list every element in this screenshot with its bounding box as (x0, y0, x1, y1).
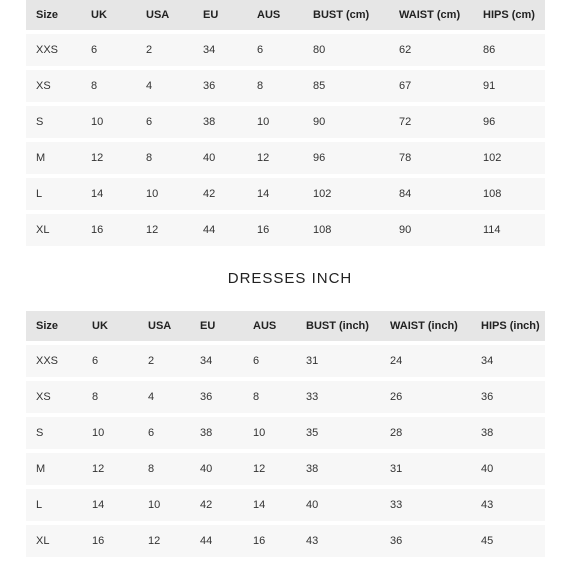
cell-aus: 6 (247, 34, 303, 66)
cell-hips: 96 (473, 106, 545, 138)
header-uk: UK (81, 0, 136, 30)
table-row (26, 34, 545, 66)
cell-hips: 40 (471, 453, 545, 485)
cell-waist: 84 (389, 178, 473, 210)
header-aus: AUS (247, 0, 303, 30)
table-row (26, 453, 545, 485)
cell-uk: 8 (81, 70, 136, 102)
cell-waist: 90 (389, 214, 473, 246)
cell-eu: 34 (193, 34, 247, 66)
cell-bust: 38 (296, 453, 380, 485)
cell-size: M (26, 453, 82, 485)
cell-usa: 4 (136, 70, 193, 102)
cell-hips: 45 (471, 525, 545, 557)
cell-bust: 33 (296, 381, 380, 413)
cell-hips: 102 (473, 142, 545, 174)
header-usa: USA (136, 0, 193, 30)
cell-usa: 8 (136, 142, 193, 174)
cell-aus: 10 (247, 106, 303, 138)
cell-eu: 40 (193, 142, 247, 174)
table-row (26, 381, 545, 413)
cell-eu: 42 (193, 178, 247, 210)
size-table-inch (26, 307, 545, 561)
cell-uk: 6 (81, 34, 136, 66)
cell-uk: 12 (81, 142, 136, 174)
header-bust: BUST (inch) (296, 311, 380, 341)
cell-aus: 16 (247, 214, 303, 246)
cell-bust: 102 (303, 178, 389, 210)
cell-waist: 67 (389, 70, 473, 102)
cell-aus: 16 (243, 525, 296, 557)
cell-usa: 2 (136, 34, 193, 66)
header-size: Size (26, 311, 82, 341)
cell-aus: 12 (243, 453, 296, 485)
cell-waist: 26 (380, 381, 471, 413)
cell-size: XL (26, 214, 81, 246)
cell-eu: 40 (190, 453, 243, 485)
cell-eu: 34 (190, 345, 243, 377)
cell-uk: 10 (81, 106, 136, 138)
header-hips: HIPS (cm) (473, 0, 545, 30)
cell-bust: 108 (303, 214, 389, 246)
section-title-dresses-inch: DRESSES INCH (227, 270, 353, 287)
header-waist: WAIST (inch) (380, 311, 471, 341)
table-row (26, 106, 545, 138)
cell-size: S (26, 417, 82, 449)
cell-eu: 44 (193, 214, 247, 246)
cell-hips: 108 (473, 178, 545, 210)
cell-usa: 12 (136, 214, 193, 246)
cell-uk: 12 (82, 453, 138, 485)
cell-uk: 14 (81, 178, 136, 210)
cell-aus: 10 (243, 417, 296, 449)
cell-hips: 34 (471, 345, 545, 377)
cell-size: M (26, 142, 81, 174)
cell-eu: 36 (190, 381, 243, 413)
table-header-row (26, 311, 545, 341)
header-eu: EU (190, 311, 243, 341)
cell-bust: 43 (296, 525, 380, 557)
cell-waist: 78 (389, 142, 473, 174)
cell-usa: 8 (138, 453, 190, 485)
cell-usa: 10 (136, 178, 193, 210)
header-uk: UK (82, 311, 138, 341)
cell-size: L (26, 178, 81, 210)
header-aus: AUS (243, 311, 296, 341)
cell-uk: 14 (82, 489, 138, 521)
header-hips: HIPS (inch) (471, 311, 545, 341)
cell-hips: 86 (473, 34, 545, 66)
cell-size: XXS (26, 345, 82, 377)
cell-uk: 8 (82, 381, 138, 413)
table-row (26, 417, 545, 449)
cell-aus: 12 (247, 142, 303, 174)
table-row (26, 345, 545, 377)
cell-size: S (26, 106, 81, 138)
header-usa: USA (138, 311, 190, 341)
cell-waist: 31 (380, 453, 471, 485)
table-row (26, 489, 545, 521)
cell-size: XS (26, 381, 82, 413)
header-bust: BUST (cm) (303, 0, 389, 30)
cell-eu: 42 (190, 489, 243, 521)
cell-usa: 2 (138, 345, 190, 377)
cell-waist: 72 (389, 106, 473, 138)
cell-waist: 28 (380, 417, 471, 449)
cell-size: XL (26, 525, 82, 557)
table-header-row (26, 0, 545, 30)
cell-bust: 96 (303, 142, 389, 174)
cell-usa: 6 (136, 106, 193, 138)
table-row (26, 142, 545, 174)
header-size: Size (26, 0, 81, 30)
cell-bust: 90 (303, 106, 389, 138)
cell-uk: 6 (82, 345, 138, 377)
cell-aus: 14 (247, 178, 303, 210)
cell-usa: 6 (138, 417, 190, 449)
cell-aus: 6 (243, 345, 296, 377)
cell-bust: 35 (296, 417, 380, 449)
cell-aus: 8 (247, 70, 303, 102)
cell-bust: 40 (296, 489, 380, 521)
cell-eu: 38 (193, 106, 247, 138)
cell-waist: 62 (389, 34, 473, 66)
cell-bust: 85 (303, 70, 389, 102)
cell-hips: 43 (471, 489, 545, 521)
table-row (26, 178, 545, 210)
cell-waist: 36 (380, 525, 471, 557)
cell-hips: 38 (471, 417, 545, 449)
cell-size: XS (26, 70, 81, 102)
table-row (26, 525, 545, 557)
size-table-cm (26, 0, 545, 250)
cell-eu: 36 (193, 70, 247, 102)
cell-usa: 10 (138, 489, 190, 521)
cell-waist: 24 (380, 345, 471, 377)
cell-uk: 10 (82, 417, 138, 449)
cell-aus: 14 (243, 489, 296, 521)
header-waist: WAIST (cm) (389, 0, 473, 30)
cell-bust: 80 (303, 34, 389, 66)
cell-size: XXS (26, 34, 81, 66)
cell-uk: 16 (81, 214, 136, 246)
header-eu: EU (193, 0, 247, 30)
cell-size: L (26, 489, 82, 521)
cell-hips: 114 (473, 214, 545, 246)
cell-waist: 33 (380, 489, 471, 521)
table-row (26, 214, 545, 246)
cell-eu: 44 (190, 525, 243, 557)
cell-aus: 8 (243, 381, 296, 413)
cell-hips: 36 (471, 381, 545, 413)
cell-eu: 38 (190, 417, 243, 449)
cell-uk: 16 (82, 525, 138, 557)
cell-hips: 91 (473, 70, 545, 102)
cell-bust: 31 (296, 345, 380, 377)
cell-usa: 12 (138, 525, 190, 557)
cell-usa: 4 (138, 381, 190, 413)
table-row (26, 70, 545, 102)
